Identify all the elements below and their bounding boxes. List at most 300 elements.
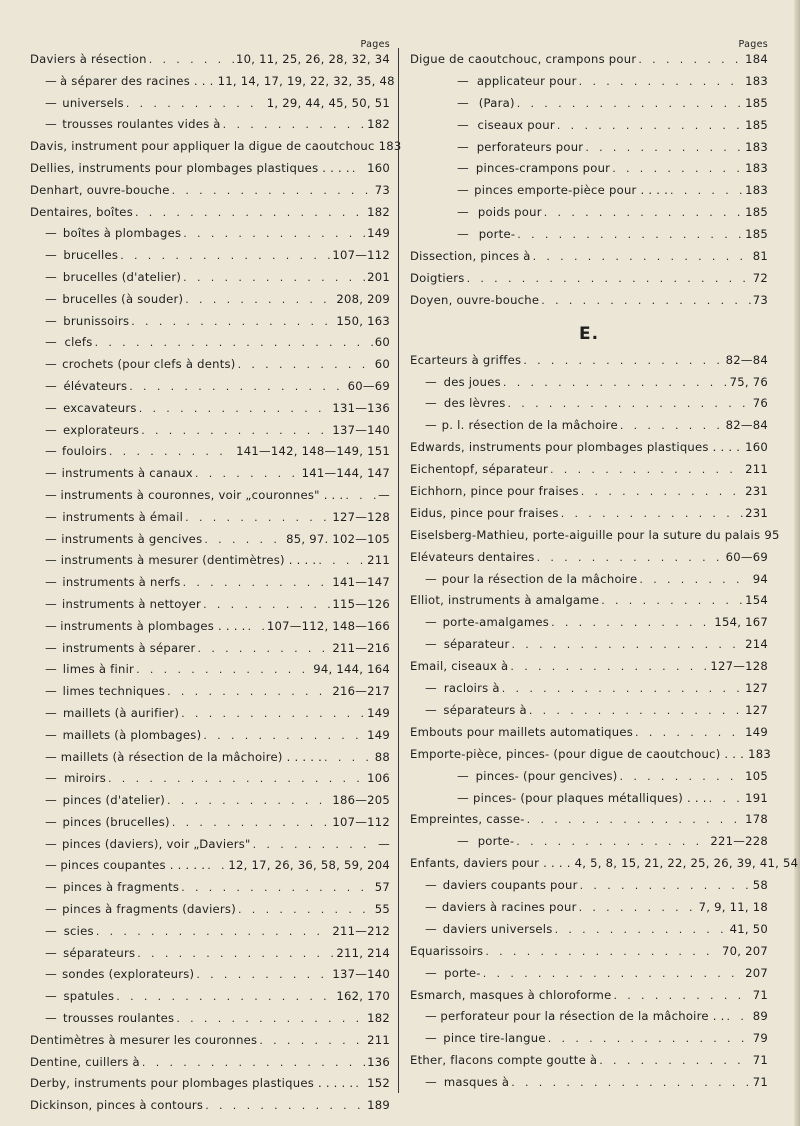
index-entry (30, 335, 390, 357)
entry-label: Eidus, pince pour fraises (410, 505, 559, 520)
page-numbers: 105 (745, 768, 768, 783)
index-entry (410, 462, 768, 484)
ditto-dash: — (425, 615, 437, 630)
entry-label: élévateurs (63, 378, 128, 393)
dot-leader (527, 813, 743, 826)
entry-label: perforateurs pour (476, 139, 584, 154)
index-entry (410, 791, 768, 813)
ditto-dash: — (425, 1031, 437, 1046)
index-entry (410, 812, 768, 834)
ditto-dash: — (457, 834, 469, 849)
dot-leader (511, 1076, 751, 1089)
page-numbers: 12, 17, 26, 36, 58, 59, 204 (228, 858, 390, 873)
index-entry (410, 944, 768, 966)
page-numbers: 75, 76 (729, 374, 768, 389)
index-entry (30, 117, 390, 139)
page-numbers: 137—140 (332, 967, 390, 982)
ditto-dash: — (45, 95, 57, 110)
entry-label: instruments à couronnes, voir „couronnes" . . . (60, 487, 344, 502)
entry-label: Doyen, ouvre-bouche (410, 292, 540, 307)
entry-label: limes à finir (62, 662, 135, 677)
entry-label: Eichentopf, séparateur (410, 462, 549, 477)
index-entry (30, 793, 390, 815)
index-entry (30, 270, 390, 292)
page-numbers: 183 (378, 139, 402, 154)
page-numbers: 1, 29, 44, 45, 50, 51 (266, 95, 390, 110)
ditto-dash: — (457, 227, 469, 242)
page-numbers: 60 (374, 357, 390, 372)
index-entry (410, 506, 768, 528)
dot-leader (599, 1054, 750, 1067)
page-numbers: 7, 9, 11, 18 (698, 899, 768, 914)
entry-label: Eichhorn, pince pour fraises (410, 484, 579, 499)
page-numbers: 141—147 (332, 575, 390, 590)
page-numbers: 60 (374, 335, 390, 350)
dot-leader (613, 989, 750, 1002)
entry-label: pour la résection de la mâchoire (441, 571, 638, 586)
dot-leader (238, 358, 373, 371)
entry-label: racloirs à (443, 681, 500, 696)
dot-leader (116, 990, 334, 1003)
ditto-dash: — (45, 357, 57, 372)
dot-leader (620, 770, 744, 783)
dot-leader (259, 1034, 365, 1047)
ditto-dash: — (45, 771, 57, 786)
entry-label: Dentaires, boîtes (30, 204, 133, 219)
dot-leader (541, 294, 750, 307)
dot-leader (467, 272, 751, 285)
page-numbers: 149 (367, 705, 390, 720)
dot-leader (204, 533, 284, 546)
page-numbers: 41, 50 (729, 921, 768, 936)
entry-label: sondes (explorateurs) (62, 967, 195, 982)
entry-label: miroirs (64, 771, 107, 786)
dot-leader (727, 1010, 751, 1023)
index-entry (410, 681, 768, 703)
index-entry (30, 73, 395, 96)
page-numbers: 182 (367, 204, 390, 219)
page-numbers: 183 (745, 139, 768, 154)
page-numbers: 88 (374, 749, 390, 764)
index-entry (30, 292, 390, 314)
index-entry (410, 484, 768, 506)
entry-label: daviers à racines pour (441, 899, 577, 914)
ditto-dash: — (457, 73, 469, 88)
index-entry (30, 96, 390, 118)
index-entry (410, 183, 768, 205)
index-entry (410, 637, 768, 659)
dot-leader (248, 620, 265, 633)
index-entry (410, 615, 768, 637)
entry-list-left (30, 52, 402, 1120)
ditto-dash: — (425, 1009, 437, 1024)
dot-leader (109, 445, 234, 458)
index-entry (30, 902, 390, 924)
entry-label: pinces (daviers), voir „Daviers" (61, 836, 251, 851)
index-entry (30, 837, 390, 859)
entry-label: Equarissoirs (410, 943, 484, 958)
dot-leader (742, 441, 743, 454)
entry-label: applicateur pour (476, 73, 577, 88)
dot-leader (172, 184, 373, 197)
dot-leader (176, 1012, 365, 1025)
ditto-dash: — (45, 400, 57, 415)
ditto-dash: — (457, 768, 469, 783)
dot-leader (203, 729, 365, 742)
index-entry (30, 314, 390, 336)
index-entry (30, 750, 390, 772)
dot-leader (579, 901, 697, 914)
dot-leader (129, 380, 345, 393)
index-entry (410, 550, 768, 572)
entry-label: pinces-crampons pour (475, 161, 611, 176)
index-entry (410, 878, 768, 900)
dot-leader (136, 663, 311, 676)
ditto-dash: — (45, 466, 57, 481)
index-entry (30, 771, 390, 793)
entry-label: scies (63, 923, 94, 938)
entry-label: maillets (à plombages) (62, 727, 202, 742)
ditto-dash: — (45, 509, 57, 524)
ditto-dash: — (425, 965, 437, 980)
index-entry (30, 161, 390, 183)
dot-leader (96, 925, 331, 938)
entry-label: pinces à fragments (63, 880, 180, 895)
page-numbers: 107—112 (332, 814, 390, 829)
page-numbers: 11, 14, 17, 19, 22, 32, 35, 48 (217, 73, 395, 88)
dot-leader (324, 751, 373, 764)
dot-leader (205, 1099, 365, 1112)
dot-leader (612, 162, 743, 175)
page-numbers: 82—84 (725, 352, 768, 367)
dot-leader (223, 118, 365, 131)
ditto-dash: — (457, 790, 469, 805)
dot-leader (548, 1032, 751, 1045)
page-numbers: 136 (367, 1054, 390, 1069)
ditto-dash: — (425, 571, 437, 586)
page-numbers: 127—128 (710, 659, 768, 674)
dot-leader (135, 206, 365, 219)
index-entry (410, 96, 768, 118)
page-numbers: 162, 170 (336, 989, 390, 1004)
ditto-dash: — (45, 618, 57, 633)
dot-leader (555, 923, 728, 936)
ditto-dash: — (425, 899, 437, 914)
page-numbers: 149 (367, 226, 390, 241)
page-numbers: 186—205 (332, 793, 390, 808)
entry-label: explorateurs (63, 422, 140, 437)
page-numbers: 72 (752, 270, 768, 285)
ditto-dash: — (45, 335, 57, 350)
dot-leader (95, 336, 373, 349)
entry-label: universels (62, 95, 124, 110)
index-entry (410, 271, 768, 293)
entry-label: pinces coupantes . . . . . (60, 858, 206, 873)
entry-label: instruments à nettoyer (62, 596, 202, 611)
entry-label: perforateur pour la résection de la mâchoire . . (440, 1009, 725, 1024)
page-numbers: 216—217 (332, 684, 390, 699)
ditto-dash: — (45, 749, 57, 764)
entry-label: Ether, flacons compte goutte à (410, 1053, 598, 1068)
page-numbers: 189 (367, 1098, 390, 1113)
index-entry (410, 1009, 768, 1031)
index-entry (30, 379, 390, 401)
ditto-dash: — (45, 269, 57, 284)
entry-label: Ecarteurs à griffes (410, 352, 522, 367)
page-numbers: 211—212 (332, 923, 390, 938)
entry-label: Derby, instruments pour plombages plastiques . . . . . (30, 1076, 354, 1091)
page-numbers: 73 (374, 182, 390, 197)
index-entry (410, 988, 768, 1010)
page-numbers: 10, 11, 25, 26, 28, 32, 34 (236, 52, 390, 66)
entry-label: pinces (brucelles) (62, 814, 170, 829)
page-numbers: 150, 163 (336, 313, 390, 328)
page-numbers: 57 (374, 880, 390, 895)
entry-label: clefs (64, 335, 93, 350)
dot-leader (318, 554, 365, 567)
entry-list-e (410, 352, 799, 1097)
entry-label: daviers universels (442, 921, 553, 936)
page-numbers: 231 (745, 484, 768, 499)
dot-leader (142, 1056, 365, 1069)
ditto-dash: — (45, 640, 57, 655)
dot-leader (181, 707, 365, 720)
page-numbers: 79 (752, 1031, 768, 1046)
entry-label: (Para) (478, 95, 515, 110)
ditto-dash: — (457, 183, 469, 198)
index-entry (410, 375, 768, 397)
index-entry (30, 1011, 390, 1033)
entry-label: brucelles (d'atelier) (62, 269, 182, 284)
entry-label: porte- (444, 965, 481, 980)
entry-label: ciseaux pour (477, 117, 555, 132)
ditto-dash: — (457, 139, 469, 154)
index-entry (410, 834, 768, 856)
page-numbers: 71 (752, 987, 768, 1002)
index-entry (30, 1055, 390, 1077)
index-entry (30, 423, 390, 445)
ditto-dash: — (45, 531, 57, 546)
page-numbers: 185 (745, 227, 768, 242)
dot-leader (238, 903, 373, 916)
ditto-dash: — (425, 1075, 437, 1090)
page-numbers: 82—84 (725, 418, 768, 433)
index-entry (410, 440, 768, 462)
index-entry (410, 353, 768, 375)
page-numbers: 95 (764, 527, 780, 542)
index-entry (30, 401, 390, 423)
entry-label: pinces emporte-pièce pour . . . . (474, 183, 669, 198)
dot-leader (529, 704, 743, 717)
page-numbers: 183 (745, 183, 768, 198)
ditto-dash: — (425, 878, 437, 893)
index-entry (30, 684, 390, 706)
ditto-dash: — (45, 596, 57, 611)
ditto-dash: — (45, 684, 57, 699)
page-numbers: 131—136 (332, 400, 390, 415)
index-entry (30, 357, 390, 379)
dot-leader (537, 551, 724, 564)
index-entry (30, 226, 390, 248)
page-numbers: 211 (367, 1032, 390, 1047)
ditto-dash: — (457, 95, 469, 110)
dot-leader (557, 119, 743, 132)
page-numbers: 70, 207 (721, 943, 768, 958)
page-numbers: 127 (745, 681, 768, 696)
index-entry (30, 858, 390, 880)
entry-label: Eiselsberg-Mathieu, porte-aiguille pour la suture du palais (410, 527, 761, 542)
entry-label: séparateurs à (443, 702, 527, 717)
index-entry (410, 769, 768, 791)
ditto-dash: — (45, 553, 57, 568)
dot-leader (533, 250, 751, 263)
dot-leader (502, 682, 743, 695)
index-entry (410, 593, 768, 615)
dot-leader (581, 485, 743, 498)
page-numbers: 154 (745, 593, 768, 608)
entry-label: instruments à plombages . . . . (60, 618, 246, 633)
dot-leader (483, 967, 743, 980)
page-numbers: 211 (367, 553, 390, 568)
index-entry (410, 74, 768, 96)
page-numbers: 127—128 (332, 509, 390, 524)
dot-leader (517, 228, 743, 241)
dot-leader (167, 794, 330, 807)
dot-leader (120, 249, 330, 262)
entry-label: Doigtiers (410, 270, 465, 285)
page-numbers: 137—140 (332, 422, 390, 437)
entry-label: crochets (pour clefs à dents) (62, 357, 236, 372)
ditto-dash: — (45, 858, 57, 873)
dot-leader (512, 638, 744, 651)
page-numbers: 71 (752, 1075, 768, 1090)
page-numbers: 73 (752, 292, 768, 307)
entry-label: instruments à séparer (62, 640, 196, 655)
index-entry (30, 597, 390, 619)
page-numbers: 71 (752, 1053, 768, 1068)
index-entry (410, 205, 768, 227)
section-letter-e: E. (578, 323, 600, 344)
ditto-dash: — (45, 378, 57, 393)
entry-label: Elliot, instruments à amalgame (410, 593, 600, 608)
index-column-right (410, 38, 799, 1097)
page-numbers: 185 (745, 205, 768, 220)
page-numbers: 185 (745, 117, 768, 132)
entry-label: p. l. résection de la mâchoire (441, 418, 618, 433)
index-entry (410, 1031, 768, 1053)
ditto-dash: — (45, 117, 57, 132)
entry-label: Empreintes, casse- (410, 812, 525, 827)
page-numbers: 214 (745, 637, 768, 652)
entry-label: maillets (à aurifier) (62, 705, 180, 720)
index-entry (30, 619, 390, 641)
index-entry (410, 527, 780, 550)
page-numbers: 152 (367, 1076, 390, 1091)
entry-list-d (410, 52, 768, 315)
dot-leader (183, 227, 365, 240)
page-numbers: 154, 167 (714, 615, 768, 630)
entry-label: Enfants, daviers pour . . . . (410, 856, 571, 871)
dot-leader (709, 792, 743, 805)
entry-label: trousses roulantes (63, 1011, 175, 1026)
index-entry (410, 725, 768, 747)
page-edge (794, 0, 800, 1126)
entry-label: Embouts pour maillets automatiques (410, 724, 634, 739)
index-entry (30, 946, 390, 968)
entry-label: excavateurs (63, 400, 137, 415)
page-numbers: 60—69 (725, 549, 768, 564)
index-entry (30, 575, 390, 597)
index-entry (30, 532, 390, 554)
index-entry (410, 966, 768, 988)
page-numbers: 183 (745, 73, 768, 88)
page-numbers: 185 (745, 95, 768, 110)
entry-label: porte-amalgames (442, 615, 550, 630)
dot-leader (196, 968, 330, 981)
dot-leader (139, 402, 331, 415)
dot-leader (639, 573, 750, 586)
page-numbers: 85, 97. 102—105 (286, 531, 390, 546)
ditto-dash: — (45, 923, 57, 938)
ditto-dash: — (45, 793, 57, 808)
dot-leader (137, 947, 334, 960)
dot-leader (670, 184, 743, 197)
ditto-dash: — (45, 487, 57, 502)
entry-label: des joues (443, 374, 501, 389)
dot-leader (561, 507, 743, 520)
ditto-dash: — (45, 73, 57, 88)
entry-label: pinces (d'atelier) (62, 793, 165, 808)
ditto-dash: — (45, 705, 57, 720)
dot-leader (517, 97, 743, 110)
entry-label: spatules (63, 989, 115, 1004)
index-entry (410, 746, 771, 769)
entry-label: Emporte-pièce, pinces- (pour digue de caoutchouc) . . . (410, 746, 745, 761)
entry-label: porte- (478, 227, 516, 242)
dot-leader (203, 598, 330, 611)
index-entry (410, 227, 768, 249)
index-entry (410, 418, 768, 440)
page-numbers: 184 (745, 52, 768, 66)
ditto-dash: — (45, 836, 57, 851)
entry-label: pinces- (pour gencives) (475, 768, 618, 783)
ditto-dash: — (425, 418, 437, 433)
page-numbers: 4, 5, 8, 15, 21, 22, 25, 26, 39, 41, 54 (574, 856, 799, 871)
page-numbers: 160 (745, 440, 768, 455)
page-numbers: 55 (374, 902, 390, 917)
dot-leader (185, 511, 330, 524)
dot-leader (195, 467, 300, 480)
entry-label: Edwards, instruments pour plombages plastiques . . . . (410, 440, 741, 455)
entry-label: pinces- (pour plaques métalliques) . . . (473, 790, 707, 805)
dot-leader (638, 53, 743, 66)
index-column-left (30, 38, 402, 1120)
entry-label: daviers coupants pour (442, 878, 578, 893)
dot-leader (355, 1077, 365, 1090)
index-entry (410, 856, 799, 878)
ditto-dash: — (45, 945, 57, 960)
index-entry (410, 1053, 768, 1075)
index-entry (410, 900, 768, 922)
page-numbers: 60—69 (347, 378, 390, 393)
dot-leader (149, 53, 234, 66)
entry-label: instruments à gencives (61, 531, 203, 546)
page-numbers: 76 (752, 396, 768, 411)
ditto-dash: — (45, 814, 57, 829)
ditto-dash: — (425, 681, 437, 696)
ditto-dash: — (45, 575, 57, 590)
index-entry (30, 553, 390, 575)
